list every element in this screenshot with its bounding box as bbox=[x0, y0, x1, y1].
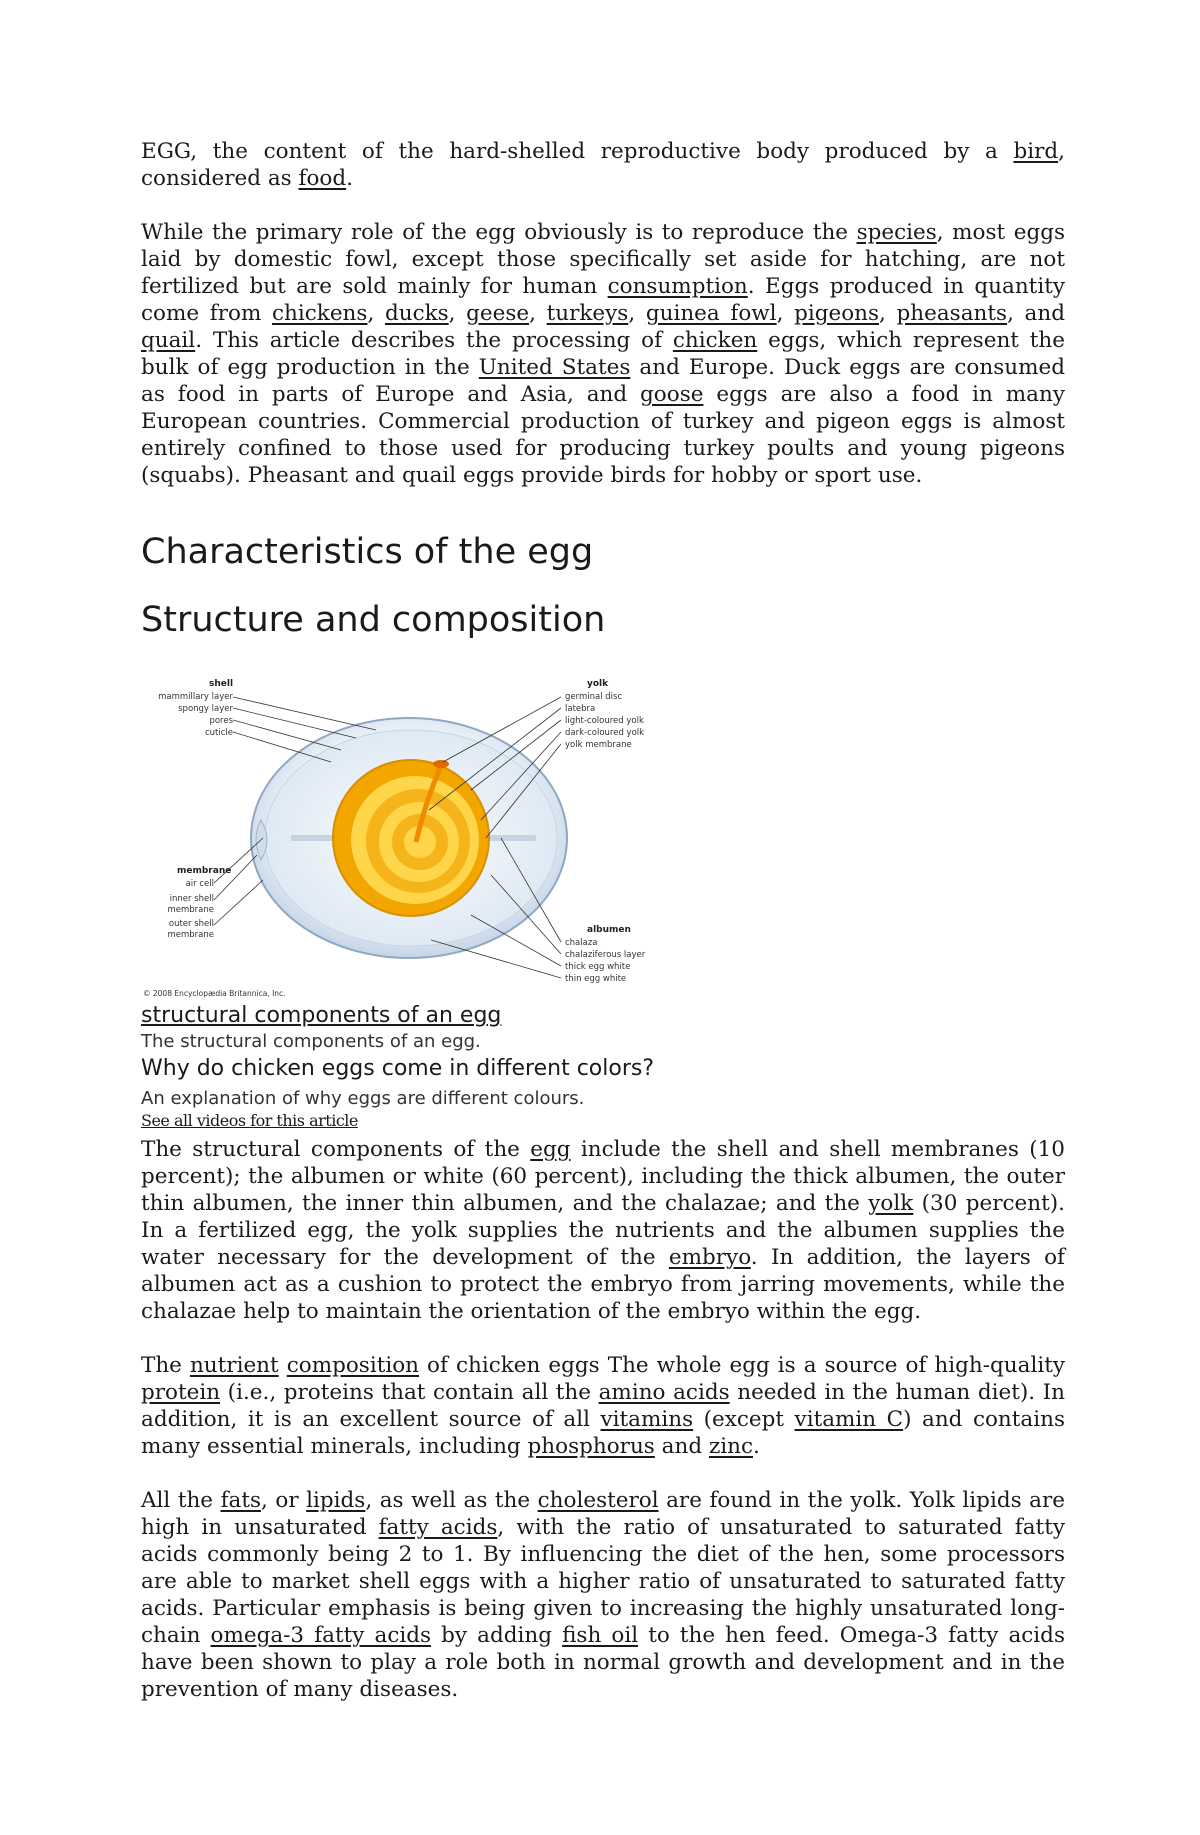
paragraph-text: , and bbox=[1007, 301, 1065, 326]
label-outer-shell: outer shell bbox=[168, 919, 214, 929]
paragraph-text: , most eggs laid by domestic fowl, except those specifically set aside for hatching, are not fertilized but are sold mainly for human bbox=[141, 220, 1065, 299]
label-cuticle: cuticle bbox=[204, 728, 233, 738]
paragraph-text: to the hen feed. Omega-3 fatty acids have been shown to play a role both in normal growth and development and in the prevention of many diseases. bbox=[141, 1623, 1065, 1702]
paragraph-text: eggs are also a food in many European countries. Commercial production of turkey and pigeon eggs is almost entirely confined to those used for producing turkey poults and young pigeons (squabs). Pheasant and quail eggs provide birds for hobby or sport use. bbox=[141, 382, 1065, 488]
paragraph-text: and Europe. Duck eggs are consumed as food in parts of Europe and Asia, and bbox=[141, 355, 1065, 407]
inline-link-united-states[interactable]: United States bbox=[478, 355, 631, 380]
inline-link-quail[interactable]: quail bbox=[141, 328, 196, 353]
paragraph-text: (30 percent). In a fertilized egg, the yolk supplies the nutrients and the albumen supplies the water necessary for the development of the bbox=[141, 1191, 1065, 1270]
paragraph-text: . Eggs produced in quantity come from bbox=[141, 274, 1065, 326]
label-latebra: latebra bbox=[565, 704, 596, 714]
label-chalaza: chalaza bbox=[565, 938, 598, 948]
paragraph-text: . bbox=[346, 166, 353, 191]
paragraph-text: , or bbox=[261, 1488, 307, 1513]
intro-paragraph-2 bbox=[141, 219, 1065, 489]
paragraph-text: , bbox=[776, 301, 795, 326]
inline-link-chickens[interactable]: chickens bbox=[272, 301, 368, 326]
label-inner-shell: inner shell bbox=[169, 894, 214, 904]
inline-link-nutrient[interactable]: nutrient bbox=[189, 1353, 279, 1378]
paragraph-text: While the primary role of the egg obviously is to reproduce the bbox=[141, 220, 857, 245]
paragraph-text: , as well as the bbox=[365, 1488, 538, 1513]
inline-link-embryo[interactable]: embryo bbox=[668, 1245, 751, 1270]
inline-link-guinea-fowl[interactable]: guinea fowl bbox=[645, 301, 777, 326]
label-yolk-membrane: yolk membrane bbox=[565, 740, 632, 750]
inline-link-vitamins[interactable]: vitamins bbox=[600, 1407, 694, 1432]
egg-diagram-svg bbox=[141, 670, 701, 1006]
inline-link-omega-3-fatty-acids[interactable]: omega-3 fatty acids bbox=[210, 1623, 432, 1648]
figure-copyright: © 2008 Encyclopædia Britannica, Inc. bbox=[143, 989, 286, 998]
inline-link-ducks[interactable]: ducks bbox=[384, 301, 449, 326]
paragraph-text: EGG, the content of the hard-shelled reproductive body produced by a bbox=[141, 139, 1014, 164]
paragraph-text: needed in the human diet). In addition, it is an excellent source of all bbox=[141, 1380, 1065, 1432]
paragraph-text: of chicken eggs The whole egg is a source of high-quality bbox=[419, 1353, 1066, 1378]
paragraph-text: All the bbox=[141, 1488, 221, 1513]
paragraph-text bbox=[279, 1353, 287, 1378]
intro-paragraph-1 bbox=[141, 138, 1065, 192]
body-paragraph-nutrient bbox=[141, 1352, 1065, 1460]
inline-link-yolk[interactable]: yolk bbox=[868, 1191, 914, 1216]
paragraph-text: , bbox=[367, 301, 385, 326]
inline-link-fatty-acids[interactable]: fatty acids bbox=[378, 1515, 498, 1540]
paragraph-text: and bbox=[654, 1434, 709, 1459]
inline-link-fish-oil[interactable]: fish oil bbox=[562, 1623, 639, 1648]
label-air-cell: air cell bbox=[185, 879, 214, 889]
germinal-disc bbox=[433, 760, 449, 768]
inline-link-amino-acids[interactable]: amino acids bbox=[598, 1380, 730, 1405]
inline-link-goose[interactable]: goose bbox=[640, 382, 704, 407]
paragraph-text: . This article describes the processing of bbox=[195, 328, 673, 353]
see-all-videos-link[interactable]: See all videos for this article bbox=[141, 1111, 358, 1130]
inline-link-species[interactable]: species bbox=[856, 220, 937, 245]
label-albumen: albumen bbox=[587, 925, 631, 935]
label-dark-yolk: dark-coloured yolk bbox=[565, 728, 645, 738]
label-yolk: yolk bbox=[587, 679, 609, 689]
inline-link-consumption[interactable]: consumption bbox=[607, 274, 748, 299]
label-inner-membrane: membrane bbox=[167, 905, 214, 915]
inline-link-phosphorus[interactable]: phosphorus bbox=[527, 1434, 655, 1459]
egg-structure-diagram bbox=[141, 670, 701, 1006]
inline-link-lipids[interactable]: lipids bbox=[306, 1488, 366, 1513]
paragraph-text: , bbox=[628, 301, 646, 326]
inline-link-cholesterol[interactable]: cholesterol bbox=[537, 1488, 659, 1513]
video-title[interactable]: Why do chicken eggs come in different colors? bbox=[141, 1056, 655, 1081]
video-description: An explanation of why eggs are different colours. bbox=[141, 1088, 585, 1109]
heading-structure-composition: Structure and composition bbox=[141, 600, 606, 640]
inline-link-composition[interactable]: composition bbox=[286, 1353, 419, 1378]
label-pores: pores bbox=[209, 716, 233, 726]
paragraph-text: , bbox=[879, 301, 897, 326]
inline-link-bird[interactable]: bird bbox=[1013, 139, 1059, 164]
paragraph-text: are found in the yolk. Yolk lipids are high in unsaturated bbox=[141, 1488, 1065, 1540]
paragraph-text: eggs, which represent the bulk of egg production in the bbox=[141, 328, 1065, 380]
paragraph-text: The structural components of the bbox=[141, 1137, 531, 1162]
label-chalaziferous-layer: chalaziferous layer bbox=[565, 950, 646, 960]
paragraph-text: ) and contains many essential minerals, including bbox=[141, 1407, 1065, 1459]
label-light-yolk: light-coloured yolk bbox=[565, 716, 644, 726]
label-outer-membrane: membrane bbox=[167, 930, 214, 940]
paragraph-text: , bbox=[529, 301, 547, 326]
paragraph-text: , bbox=[448, 301, 467, 326]
figure-caption-description: The structural components of an egg. bbox=[141, 1031, 481, 1052]
inline-link-turkeys[interactable]: turkeys bbox=[546, 301, 629, 326]
inline-link-chicken[interactable]: chicken bbox=[672, 328, 758, 353]
label-spongy-layer: spongy layer bbox=[178, 704, 233, 714]
inline-link-food[interactable]: food bbox=[298, 166, 347, 191]
paragraph-text: (except bbox=[693, 1407, 795, 1432]
label-membrane: membrane bbox=[177, 866, 232, 876]
heading-characteristics: Characteristics of the egg bbox=[141, 532, 594, 572]
body-paragraph-lipids bbox=[141, 1487, 1065, 1703]
inline-link-protein[interactable]: protein bbox=[141, 1380, 221, 1405]
label-shell: shell bbox=[209, 679, 234, 689]
inline-link-egg[interactable]: egg bbox=[530, 1137, 571, 1162]
label-thin-egg-white: thin egg white bbox=[565, 974, 627, 984]
paragraph-text: (i.e., proteins that contain all the bbox=[220, 1380, 599, 1405]
label-thick-egg-white: thick egg white bbox=[565, 962, 631, 972]
label-mammillary-layer: mammillary layer bbox=[158, 692, 233, 702]
paragraph-text: The bbox=[141, 1353, 190, 1378]
inline-link-pigeons[interactable]: pigeons bbox=[794, 301, 880, 326]
paragraph-text: , considered as bbox=[141, 139, 1065, 191]
inline-link-geese[interactable]: geese bbox=[466, 301, 530, 326]
paragraph-text: . In addition, the layers of albumen act as a cushion to protect the embryo from jarring movements, while the chalazae help to maintain the orientation of the embryo within the egg. bbox=[141, 1245, 1065, 1324]
paragraph-text: , with the ratio of unsaturated to saturated fatty acids commonly being 2 to 1. By influencing the diet of the hen, some processors are able to market shell eggs with a higher ratio of unsaturated to saturated fatty acids. Particular emphasis is being given to increasing the highly unsaturated long-chain bbox=[141, 1515, 1065, 1648]
inline-link-pheasants[interactable]: pheasants bbox=[896, 301, 1008, 326]
inline-link-zinc[interactable]: zinc bbox=[708, 1434, 754, 1459]
inline-link-fats[interactable]: fats bbox=[220, 1488, 262, 1513]
body-paragraph-structure bbox=[141, 1136, 1065, 1325]
paragraph-text: by adding bbox=[431, 1623, 563, 1648]
figure-caption-link[interactable]: structural components of an egg bbox=[141, 1003, 502, 1028]
label-germinal-disc: germinal disc bbox=[565, 692, 623, 702]
paragraph-text: . bbox=[753, 1434, 760, 1459]
inline-link-vitamin-c[interactable]: vitamin C bbox=[794, 1407, 904, 1432]
paragraph-text: include the shell and shell membranes (10 percent); the albumen or white (60 percent), including the thick albumen, the outer thin albumen, the inner thin albumen, and the chalazae; and the bbox=[141, 1137, 1065, 1216]
